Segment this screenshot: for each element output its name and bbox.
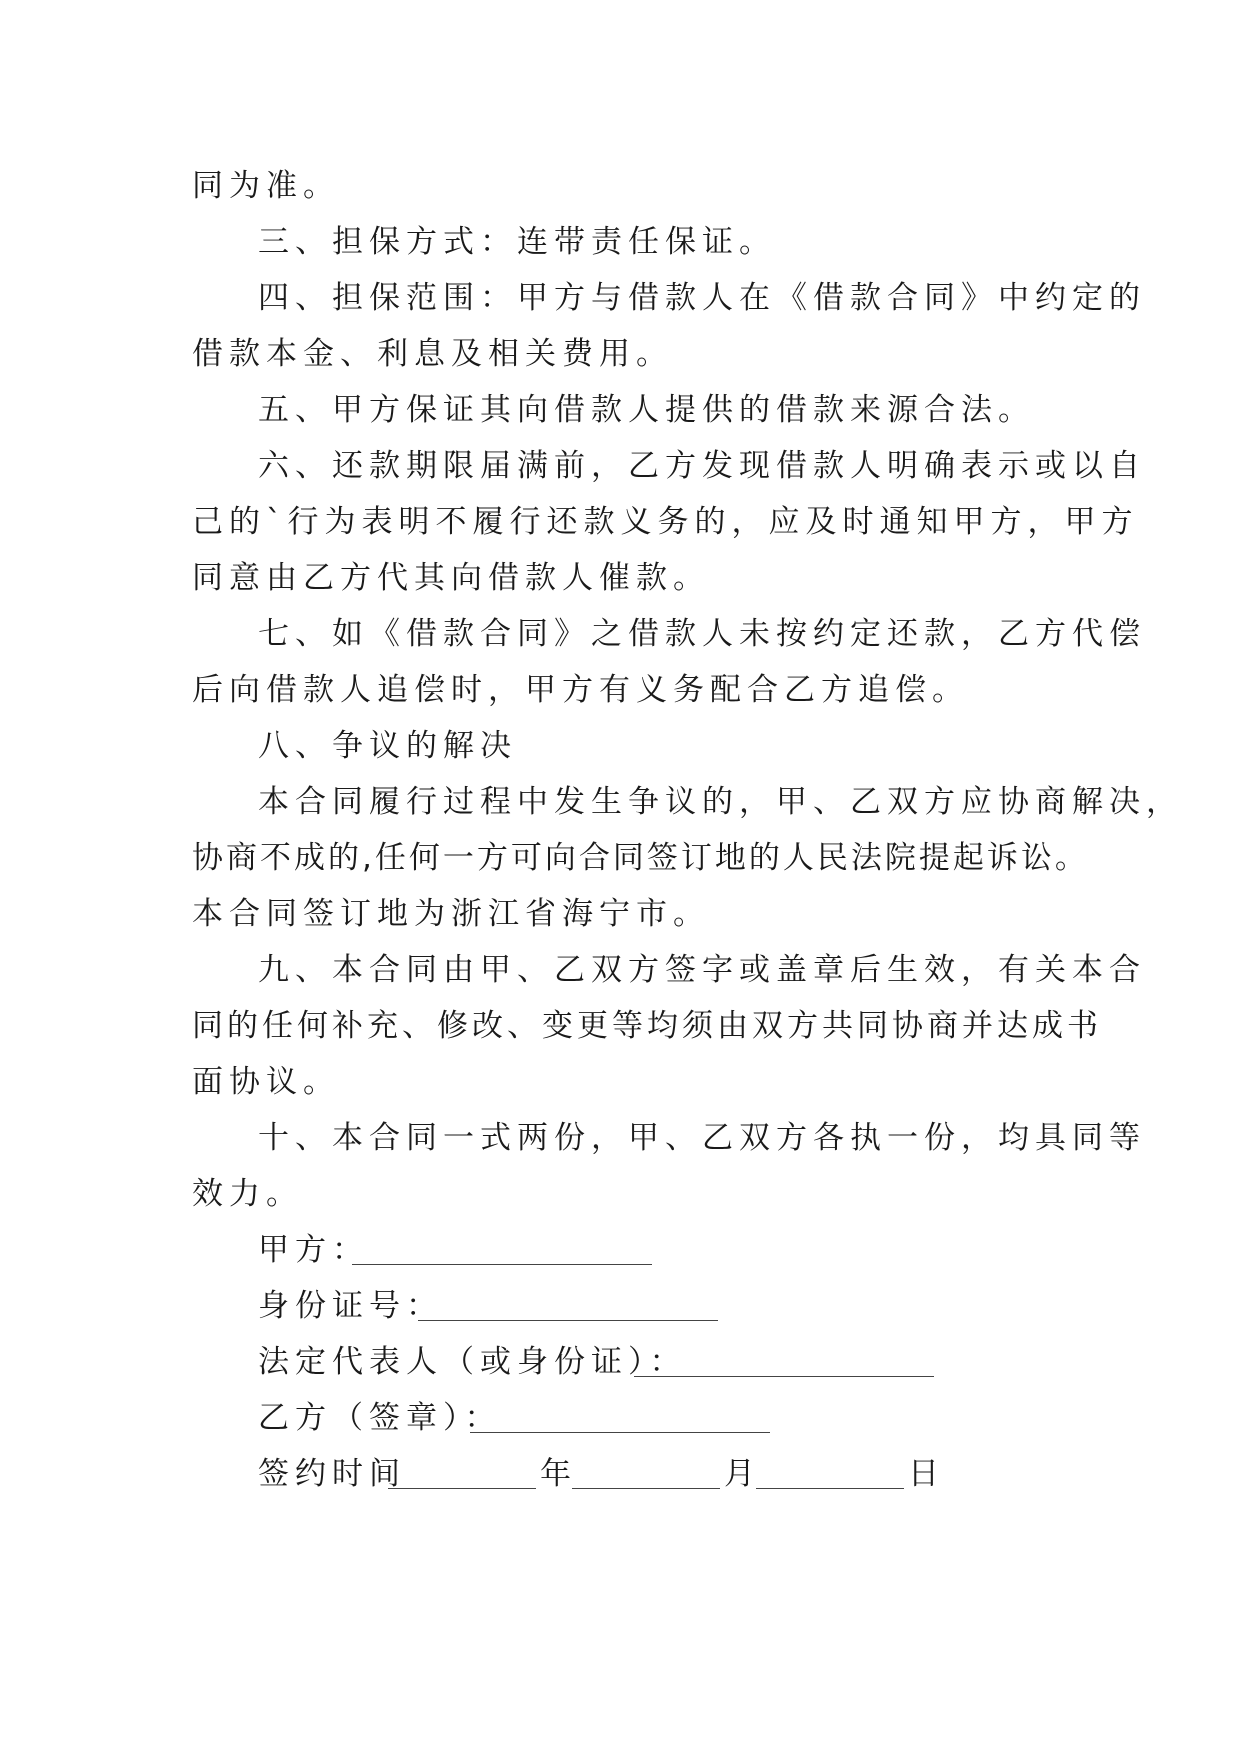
clause-6: 六、还款期限届满前，乙方发现借款人明确表示或以自 — [258, 448, 1146, 484]
text-line: 同为准。 — [192, 168, 340, 204]
day-blank[interactable] — [756, 1487, 904, 1489]
party-a-label: 甲方： — [258, 1232, 369, 1268]
text-line: 面协议。 — [192, 1064, 340, 1100]
clause-7: 七、如《借款合同》之借款人未按约定还款，乙方代偿 — [258, 616, 1146, 652]
text-line: 己的`行为表明不履行还款义务的，应及时通知甲方，甲方 — [192, 504, 1139, 540]
legal-rep-blank[interactable] — [634, 1375, 934, 1377]
text-line: 借款本金、利息及相关费用。 — [192, 336, 673, 372]
clause-8-body: 本合同履行过程中发生争议的，甲、乙双方应协商解决， — [258, 784, 1183, 820]
clause-4: 四、担保范围：甲方与借款人在《借款合同》中约定的 — [258, 280, 1146, 316]
text-line: 协商不成的,任何一方可向合同签订地的人民法院提起诉讼。 — [192, 840, 1089, 876]
id-number-blank[interactable] — [418, 1319, 718, 1321]
month-blank[interactable] — [572, 1487, 720, 1489]
clause-8-heading: 八、争议的解决 — [258, 728, 517, 764]
clause-3: 三、担保方式：连带责任保证。 — [258, 224, 776, 260]
text-line: 同的任何补充、修改、变更等均须由双方共同协商并达成书 — [192, 1008, 1102, 1044]
party-b-blank[interactable] — [470, 1431, 770, 1433]
clause-5: 五、甲方保证其向借款人提供的借款来源合法。 — [258, 392, 1035, 428]
id-number-label: 身份证号： — [258, 1288, 443, 1324]
party-a-blank[interactable] — [352, 1263, 652, 1265]
month-label: 月 — [724, 1456, 761, 1492]
clause-9: 九、本合同由甲、乙双方签字或盖章后生效，有关本合 — [258, 952, 1146, 988]
sign-time-label: 签约时间 — [258, 1456, 406, 1492]
party-b-label: 乙方（签章）： — [258, 1400, 502, 1436]
text-line: 后向借款人追偿时，甲方有义务配合乙方追偿。 — [192, 672, 969, 708]
legal-rep-label: 法定代表人（或身份证）： — [258, 1344, 687, 1380]
text-line: 本合同签订地为浙江省海宁市。 — [192, 896, 710, 932]
day-label: 日 — [908, 1456, 945, 1492]
year-blank[interactable] — [388, 1487, 536, 1489]
text-line: 效力。 — [192, 1176, 303, 1212]
text-line: 同意由乙方代其向借款人催款。 — [192, 560, 710, 596]
year-label: 年 — [540, 1456, 577, 1492]
clause-10: 十、本合同一式两份，甲、乙双方各执一份，均具同等 — [258, 1120, 1146, 1156]
